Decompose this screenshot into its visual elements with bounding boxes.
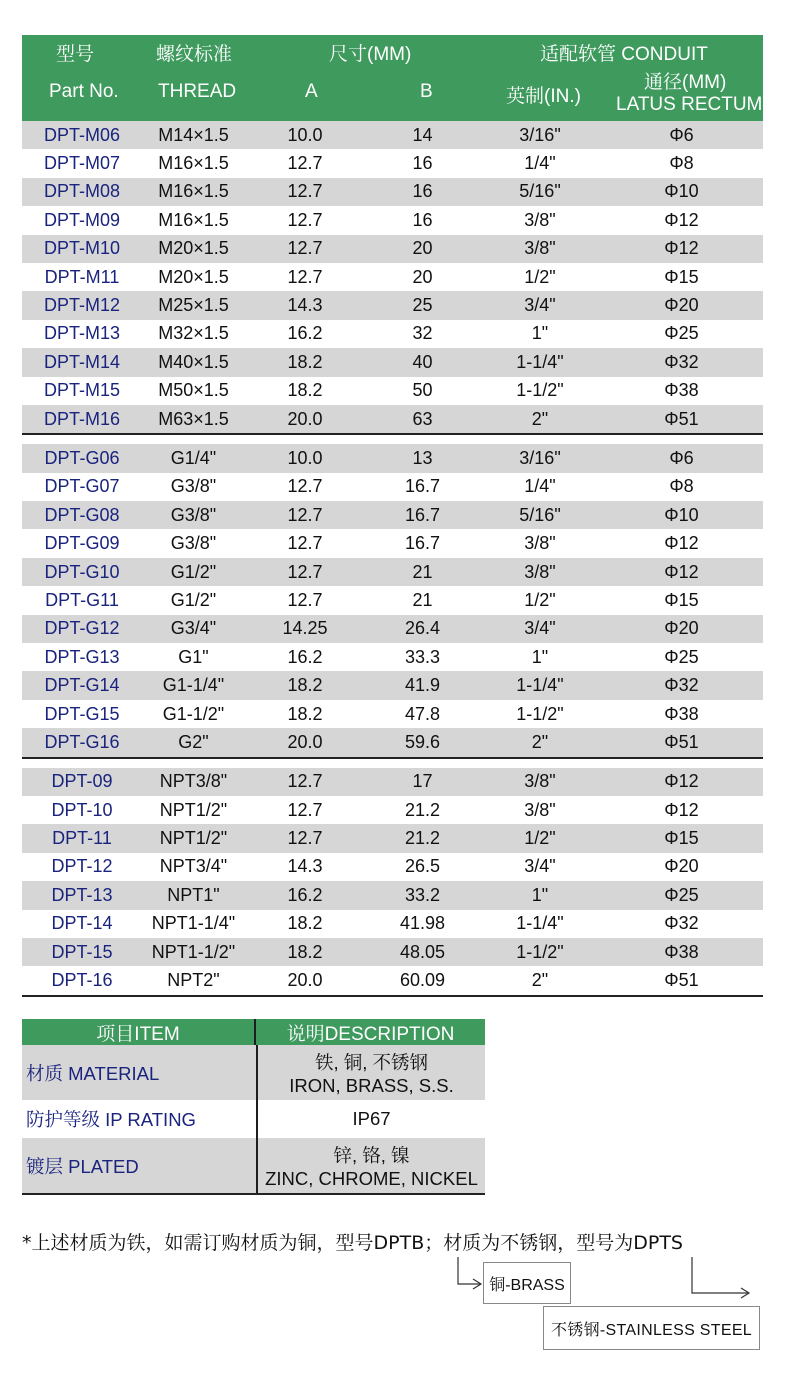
item-table (22, 1019, 485, 1195)
header-inch: 英制(IN.) (506, 86, 581, 107)
inch-size-cell: 5/16" (519, 504, 561, 525)
item-row-material (22, 1045, 485, 1100)
header-thread-en: THREAD (158, 81, 237, 102)
part-no-cell: DPT-G07 (44, 476, 120, 497)
thread-cell: NPT3/8" (159, 771, 228, 792)
thread-cell: NPT2" (167, 970, 220, 991)
ip-label: 防护等级 IP RATING (26, 1109, 196, 1130)
table-row (22, 444, 763, 472)
thread-cell: M63×1.5 (158, 408, 229, 429)
inch-size-cell: 3/4" (524, 618, 556, 639)
header-bore-cn: 通径(MM) (644, 72, 727, 93)
dim-b-cell: 16 (412, 209, 433, 230)
thread-cell: NPT1-1/4" (151, 913, 236, 934)
inch-size-cell: 1-1/2" (516, 380, 564, 401)
table-section (22, 444, 763, 756)
thread-cell: G1/2" (170, 589, 217, 610)
dim-a-cell: 14.3 (287, 295, 323, 316)
table-row (22, 121, 763, 149)
thread-cell: G3/8" (170, 476, 217, 497)
part-no-cell: DPT-11 (52, 828, 112, 849)
dim-a-cell: 18.2 (287, 913, 323, 934)
inch-size-cell: 3/8" (524, 533, 556, 554)
dim-b-cell: 26.5 (404, 856, 441, 877)
part-no-cell: DPT-15 (51, 941, 113, 962)
dim-a-cell: 12.7 (287, 266, 323, 287)
thread-cell: M16×1.5 (158, 181, 229, 202)
table-row (22, 320, 763, 348)
plated-value (256, 1138, 485, 1193)
bore-size-cell: Φ10 (664, 181, 699, 202)
material-value-cn: 铁, 铜, 不锈钢 (314, 1051, 429, 1073)
header-model-cn: 型号 (56, 44, 95, 65)
material-value (256, 1045, 485, 1100)
thread-cell: M40×1.5 (158, 351, 229, 372)
brass-box: 铜-BRASS (483, 1262, 571, 1304)
part-no-cell: DPT-M08 (43, 181, 121, 202)
dim-b-cell: 60.09 (399, 970, 446, 991)
inch-size-cell: 5/16" (519, 181, 561, 202)
thread-cell: NPT1/2" (159, 828, 228, 849)
item-row-ip (22, 1100, 485, 1138)
part-no-cell: DPT-09 (51, 771, 113, 792)
bore-size-cell: Φ12 (664, 771, 699, 792)
dim-a-cell: 12.7 (287, 476, 323, 497)
thread-cell: G1-1/4" (162, 675, 225, 696)
bore-size-cell: Φ38 (664, 380, 699, 401)
inch-size-cell: 2" (531, 731, 549, 752)
dim-b-cell: 16.7 (404, 476, 441, 497)
table-row (22, 615, 763, 643)
thread-cell: G1/4" (170, 447, 217, 468)
thread-cell: NPT1-1/2" (151, 941, 236, 962)
thread-cell: G1/2" (170, 561, 217, 582)
dim-a-cell: 14.25 (282, 618, 328, 639)
dim-b-cell: 33.2 (404, 884, 441, 905)
table-row (22, 473, 763, 501)
dim-b-cell: 25 (412, 295, 433, 316)
thread-cell: M25×1.5 (158, 295, 229, 316)
spec-table-body (22, 121, 763, 995)
part-no-cell: DPT-12 (51, 856, 113, 877)
inch-size-cell: 2" (531, 408, 549, 429)
inch-size-cell: 1-1/4" (516, 913, 564, 934)
thread-cell: G3/4" (170, 618, 217, 639)
bore-size-cell: Φ32 (664, 675, 699, 696)
section-divider (22, 433, 763, 444)
bore-size-cell: Φ38 (664, 703, 699, 724)
table-row (22, 728, 763, 756)
bore-size-cell: Φ12 (664, 238, 699, 259)
bore-size-cell: Φ25 (664, 884, 699, 905)
dim-a-cell: 12.7 (287, 589, 323, 610)
inch-size-cell: 1-1/2" (516, 703, 564, 724)
thread-cell: NPT1" (167, 884, 220, 905)
table-row (22, 586, 763, 614)
header-thread-cn: 螺纹标准 (156, 44, 233, 65)
dim-b-cell: 47.8 (404, 703, 441, 724)
bore-size-cell: Φ25 (664, 646, 699, 667)
part-no-cell: DPT-G08 (44, 504, 120, 525)
item-header: 项目ITEM (96, 1023, 180, 1045)
thread-cell: M16×1.5 (158, 209, 229, 230)
dim-a-cell: 12.7 (287, 533, 323, 554)
dim-b-cell: 50 (412, 380, 433, 401)
inch-size-cell: 1/2" (524, 828, 556, 849)
inch-size-cell: 1-1/4" (516, 351, 564, 372)
inch-size-cell: 3/4" (524, 856, 556, 877)
dim-a-cell: 20.0 (287, 970, 323, 991)
thread-cell: M50×1.5 (158, 380, 229, 401)
inch-size-cell: 3/8" (524, 799, 556, 820)
dim-b-cell: 17 (412, 771, 433, 792)
plated-label: 镀层 PLATED (26, 1155, 139, 1177)
inch-size-cell: 3/16" (519, 447, 561, 468)
inch-size-cell: 1/4" (524, 476, 556, 497)
header-size: 尺寸(MM) (329, 44, 412, 65)
brass-arrow (458, 1257, 480, 1284)
inch-size-cell: 3/8" (524, 771, 556, 792)
dim-b-cell: 40 (412, 351, 433, 372)
part-no-cell: DPT-M06 (43, 124, 121, 145)
dim-b-cell: 16.7 (404, 504, 441, 525)
dim-a-cell: 12.7 (287, 561, 323, 582)
header-col-b: B (420, 81, 433, 102)
bore-size-cell: Φ51 (664, 408, 699, 429)
part-no-cell: DPT-M10 (43, 238, 121, 259)
bore-size-cell: Φ12 (664, 533, 699, 554)
inch-size-cell: 2" (531, 970, 549, 991)
dim-b-cell: 41.98 (399, 913, 446, 934)
dim-b-cell: 32 (412, 323, 433, 344)
thread-cell: M16×1.5 (158, 153, 229, 174)
header-conduit: 适配软管 CONDUIT (540, 44, 708, 65)
inch-size-cell: 1-1/4" (516, 675, 564, 696)
part-no-cell: DPT-16 (51, 970, 113, 991)
table-row (22, 377, 763, 405)
table-row (22, 853, 763, 881)
part-no-cell: DPT-G09 (44, 533, 120, 554)
plated-value-en: ZINC, CHROME, NICKEL (265, 1167, 478, 1189)
plated-value-cn: 锌, 铬, 镍 (333, 1144, 410, 1166)
bore-size-cell: Φ51 (664, 970, 699, 991)
inch-size-cell: 1/2" (524, 266, 556, 287)
dim-a-cell: 12.7 (287, 504, 323, 525)
table-row (22, 235, 763, 263)
dim-a-cell: 10.0 (287, 447, 323, 468)
dim-b-cell: 14 (412, 124, 433, 145)
table-row (22, 501, 763, 529)
part-no-cell: DPT-M15 (43, 380, 121, 401)
bore-size-cell: Φ6 (669, 124, 694, 145)
part-no-cell: DPT-G10 (44, 561, 120, 582)
material-label: 材质 MATERIAL (26, 1062, 160, 1084)
bore-size-cell: Φ8 (669, 153, 694, 174)
item-row-plated (22, 1138, 485, 1193)
inch-size-cell: 1" (531, 646, 549, 667)
dim-b-cell: 63 (412, 408, 433, 429)
material-value-en: IRON, BRASS, S.S. (289, 1074, 454, 1096)
dim-b-cell: 59.6 (404, 731, 441, 752)
table-row (22, 206, 763, 234)
part-no-cell: DPT-10 (51, 799, 113, 820)
dim-a-cell: 12.7 (287, 153, 323, 174)
part-no-cell: DPT-G16 (44, 731, 120, 752)
thread-cell: G3/8" (170, 504, 217, 525)
stainless-arrow (692, 1257, 748, 1293)
dim-a-cell: 12.7 (287, 238, 323, 259)
material-footnote: *上述材质为铁，如需订购材质为铜，型号DPTB；材质为不锈钢，型号为DPTS (22, 1232, 683, 1254)
dim-b-cell: 21 (412, 589, 433, 610)
table-row (22, 910, 763, 938)
dim-a-cell: 20.0 (287, 408, 323, 429)
table-row (22, 348, 763, 376)
bore-size-cell: Φ20 (664, 295, 699, 316)
dim-a-cell: 18.2 (287, 941, 323, 962)
bore-size-cell: Φ25 (664, 323, 699, 344)
bore-size-cell: Φ8 (669, 476, 694, 497)
table-row (22, 643, 763, 671)
part-no-cell: DPT-G12 (44, 618, 120, 639)
dim-a-cell: 12.7 (287, 209, 323, 230)
header-part-no: Part No. (49, 81, 119, 102)
part-no-cell: DPT-G11 (45, 589, 119, 610)
inch-size-cell: 3/8" (524, 561, 556, 582)
dim-b-cell: 20 (412, 238, 433, 259)
stainless-arrowhead (741, 1288, 749, 1298)
table-row (22, 768, 763, 796)
part-no-cell: DPT-M16 (43, 408, 121, 429)
bore-size-cell: Φ32 (664, 351, 699, 372)
dim-a-cell: 16.2 (287, 323, 323, 344)
thread-cell: NPT1/2" (159, 799, 228, 820)
dim-b-cell: 16 (412, 181, 433, 202)
table-row (22, 824, 763, 852)
ip-value: IP67 (256, 1100, 485, 1138)
dim-a-cell: 10.0 (287, 124, 323, 145)
part-no-cell: DPT-G06 (44, 447, 120, 468)
bore-size-cell: Φ12 (664, 209, 699, 230)
part-no-cell: DPT-14 (51, 913, 113, 934)
dim-b-cell: 33.3 (404, 646, 441, 667)
bore-size-cell: Φ15 (664, 589, 699, 610)
dim-a-cell: 18.2 (287, 703, 323, 724)
part-no-cell: DPT-G14 (44, 675, 120, 696)
thread-cell: M14×1.5 (158, 124, 229, 145)
stainless-box: 不锈钢-STAINLESS STEEL (543, 1306, 760, 1350)
part-no-cell: DPT-G13 (44, 646, 120, 667)
bore-size-cell: Φ12 (664, 799, 699, 820)
dim-a-cell: 12.7 (287, 771, 323, 792)
dim-a-cell: 18.2 (287, 675, 323, 696)
dim-a-cell: 12.7 (287, 799, 323, 820)
table-row (22, 881, 763, 909)
table-row (22, 405, 763, 433)
bore-size-cell: Φ10 (664, 504, 699, 525)
table-row (22, 178, 763, 206)
spec-table-header (22, 35, 763, 121)
dim-a-cell: 16.2 (287, 884, 323, 905)
thread-cell: G3/8" (170, 533, 217, 554)
part-no-cell: DPT-13 (51, 884, 113, 905)
part-no-cell: DPT-M12 (43, 295, 121, 316)
table-row (22, 938, 763, 966)
brass-arrowhead (473, 1279, 481, 1289)
bore-size-cell: Φ20 (664, 856, 699, 877)
table-row (22, 671, 763, 699)
dim-b-cell: 21.2 (404, 799, 441, 820)
dim-a-cell: 20.0 (287, 731, 323, 752)
bore-size-cell: Φ6 (669, 447, 694, 468)
dim-b-cell: 13 (412, 447, 433, 468)
dim-b-cell: 21 (412, 561, 433, 582)
table-bottom-rule (22, 995, 763, 997)
section-divider (22, 757, 763, 768)
table-row (22, 558, 763, 586)
bore-size-cell: Φ20 (664, 618, 699, 639)
bore-size-cell: Φ32 (664, 913, 699, 934)
table-row (22, 966, 763, 994)
spec-table (22, 35, 763, 997)
inch-size-cell: 3/16" (519, 124, 561, 145)
dim-a-cell: 16.2 (287, 646, 323, 667)
thread-cell: M32×1.5 (158, 323, 229, 344)
thread-cell: NPT3/4" (159, 856, 228, 877)
inch-size-cell: 1/4" (524, 153, 556, 174)
part-no-cell: DPT-M14 (43, 351, 121, 372)
table-section (22, 121, 763, 433)
inch-size-cell: 1" (531, 884, 549, 905)
part-no-cell: DPT-M09 (43, 209, 121, 230)
table-row (22, 796, 763, 824)
thread-cell: G1-1/2" (162, 703, 225, 724)
inch-size-cell: 1/2" (524, 589, 556, 610)
bore-size-cell: Φ38 (664, 941, 699, 962)
bore-size-cell: Φ51 (664, 731, 699, 752)
table-row (22, 291, 763, 319)
item-table-header (22, 1019, 485, 1045)
thread-cell: M20×1.5 (158, 266, 229, 287)
dim-a-cell: 14.3 (287, 856, 323, 877)
part-no-cell: DPT-M11 (44, 266, 120, 287)
table-row (22, 529, 763, 557)
inch-size-cell: 1-1/2" (516, 941, 564, 962)
dim-b-cell: 16 (412, 153, 433, 174)
table-row (22, 263, 763, 291)
dim-a-cell: 18.2 (287, 380, 323, 401)
dim-b-cell: 48.05 (399, 941, 446, 962)
dim-a-cell: 18.2 (287, 351, 323, 372)
bore-size-cell: Φ15 (664, 266, 699, 287)
inch-size-cell: 3/4" (524, 295, 556, 316)
header-col-a: A (305, 81, 318, 102)
table-row (22, 149, 763, 177)
inch-size-cell: 3/8" (524, 238, 556, 259)
table-section (22, 768, 763, 995)
inch-size-cell: 1" (531, 323, 549, 344)
inch-size-cell: 3/8" (524, 209, 556, 230)
dim-a-cell: 12.7 (287, 828, 323, 849)
thread-cell: G2" (178, 731, 209, 752)
part-no-cell: DPT-M13 (43, 323, 121, 344)
thread-cell: M20×1.5 (158, 238, 229, 259)
thread-cell: G1" (178, 646, 209, 667)
dim-b-cell: 26.4 (404, 618, 441, 639)
dim-b-cell: 21.2 (404, 828, 441, 849)
bore-size-cell: Φ15 (664, 828, 699, 849)
dim-a-cell: 12.7 (287, 181, 323, 202)
part-no-cell: DPT-M07 (43, 153, 121, 174)
dim-b-cell: 16.7 (404, 533, 441, 554)
table-row (22, 700, 763, 728)
dim-b-cell: 20 (412, 266, 433, 287)
bore-size-cell: Φ12 (664, 561, 699, 582)
description-header: 说明DESCRIPTION (254, 1019, 485, 1045)
part-no-cell: DPT-G15 (44, 703, 120, 724)
dim-b-cell: 41.9 (404, 675, 441, 696)
header-bore-en: LATUS RECTUM (616, 94, 763, 115)
